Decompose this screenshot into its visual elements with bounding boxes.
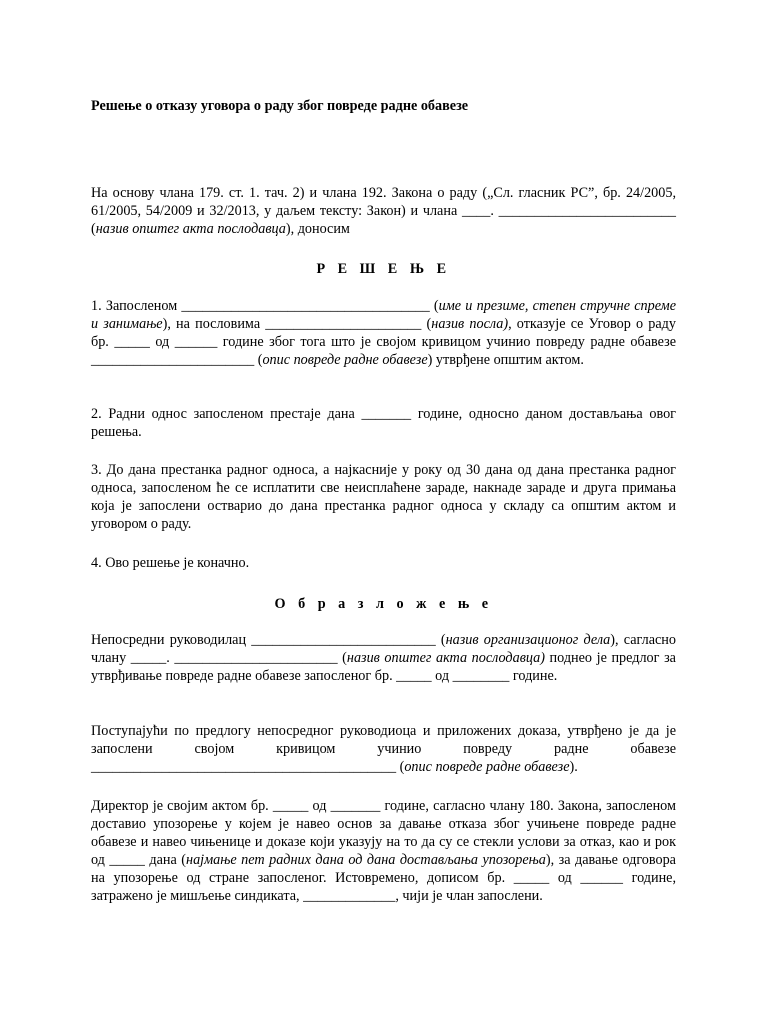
para1-text-b: ), сагласно члану _____. _______________________ ( <box>91 632 676 666</box>
decision-item-2: 2. Радни однос запосленом престаје дана _______ године, односно даном достављања овог решења. <box>91 406 676 440</box>
para3-text-a: Директор је својим актом бр. _____ од _______ године, сагласно члану 180. Закона, запосленом доставио упозорење у којем је навео основ за давање отказа због учињене повреде радне обавезе и навео чињенице и доказе који указују на то да су се стекли услови за отказ, као и рок од _____ дана ( <box>91 798 676 868</box>
preamble-text: На основу члана 179. ст. 1. тач. 2) и члана 192. Закона о раду („Сл. гласник РС”, бр. 24/2005, 61/2005, 54/2009 и 32/2013, у даљем тексту: Закон) и члана ____. _________________________ ( <box>91 185 676 237</box>
item1-italic-name: име и презиме, степен стручне спреме и занимање <box>91 298 676 332</box>
item1-text-b: ), на пословима ______________________ ( <box>162 316 432 332</box>
para2-text-b: ). <box>569 759 578 775</box>
para1-text-c: поднео је предлог за утврђивање повреде радне обавезе запосленог бр. _____ од ________ године. <box>91 650 676 684</box>
preamble-italic-act-name: назив општег акта послодавца <box>95 221 286 237</box>
decision-item-4: 4. Ово решење је коначно. <box>91 555 250 571</box>
document-title: Решење о отказу уговора о раду због повреде радне обавезе <box>91 98 469 114</box>
item1-text-d: ) утврђене општим актом. <box>427 352 584 368</box>
reasoning-paragraph-3 <box>91 797 676 905</box>
preamble-text-end: ), доносим <box>285 221 350 237</box>
decision-heading: Р Е Ш Е Њ Е <box>316 261 451 277</box>
item1-italic-violation: опис повреде радне обавезе <box>262 352 428 368</box>
item1-text-c: , отказује се Уговор о раду бр. _____ од ______ године због тога што је својом кривицом учинио повреду радне обавезе _______________________ ( <box>91 316 676 368</box>
para1-italic-unit: назив организационог дела <box>445 632 611 648</box>
para2-text-a: Поступајући по предлогу непосредног руководиоца и приложених доказа, утврђено је да је запослени својом кривицом учинио повреду радне обавезе ___________________________________________ ( <box>91 723 676 775</box>
decision-item-1 <box>91 297 676 369</box>
item1-text-a: 1. Запосленом ___________________________________ ( <box>91 298 439 314</box>
reasoning-heading: О б р а з л о ж е њ е <box>274 596 493 612</box>
para1-italic-act-name: назив општег акта послодавца) <box>346 650 545 666</box>
para3-italic-deadline: најмање пет радних дана од дана достављања упозорења <box>186 852 546 868</box>
para3-text-b: ), за давање одговора на упозорење од стране запосленог. Истовремено, дописом бр. _____ од ______ године, затражено је мишљење синдиката, _____________, чији је члан запослени. <box>91 852 676 904</box>
preamble-paragraph <box>91 184 676 238</box>
para2-italic-violation: опис повреде радне обавезе <box>404 759 570 775</box>
reasoning-paragraph-2 <box>91 722 676 776</box>
item1-italic-job: назив посла) <box>431 316 509 332</box>
para1-text-a: Непосредни руководилац __________________________ ( <box>91 632 446 648</box>
reasoning-paragraph-1 <box>91 631 676 685</box>
decision-item-3: 3. До дана престанка радног односа, а најкасније у року од 30 дана од дана престанка радног односа, запосленом ће се исплатити све неисплаћене зараде, накнаде зараде и друга примања која је запослени остварио до дана престанка радног односа у складу са општим актом и уговором о раду. <box>91 462 676 532</box>
